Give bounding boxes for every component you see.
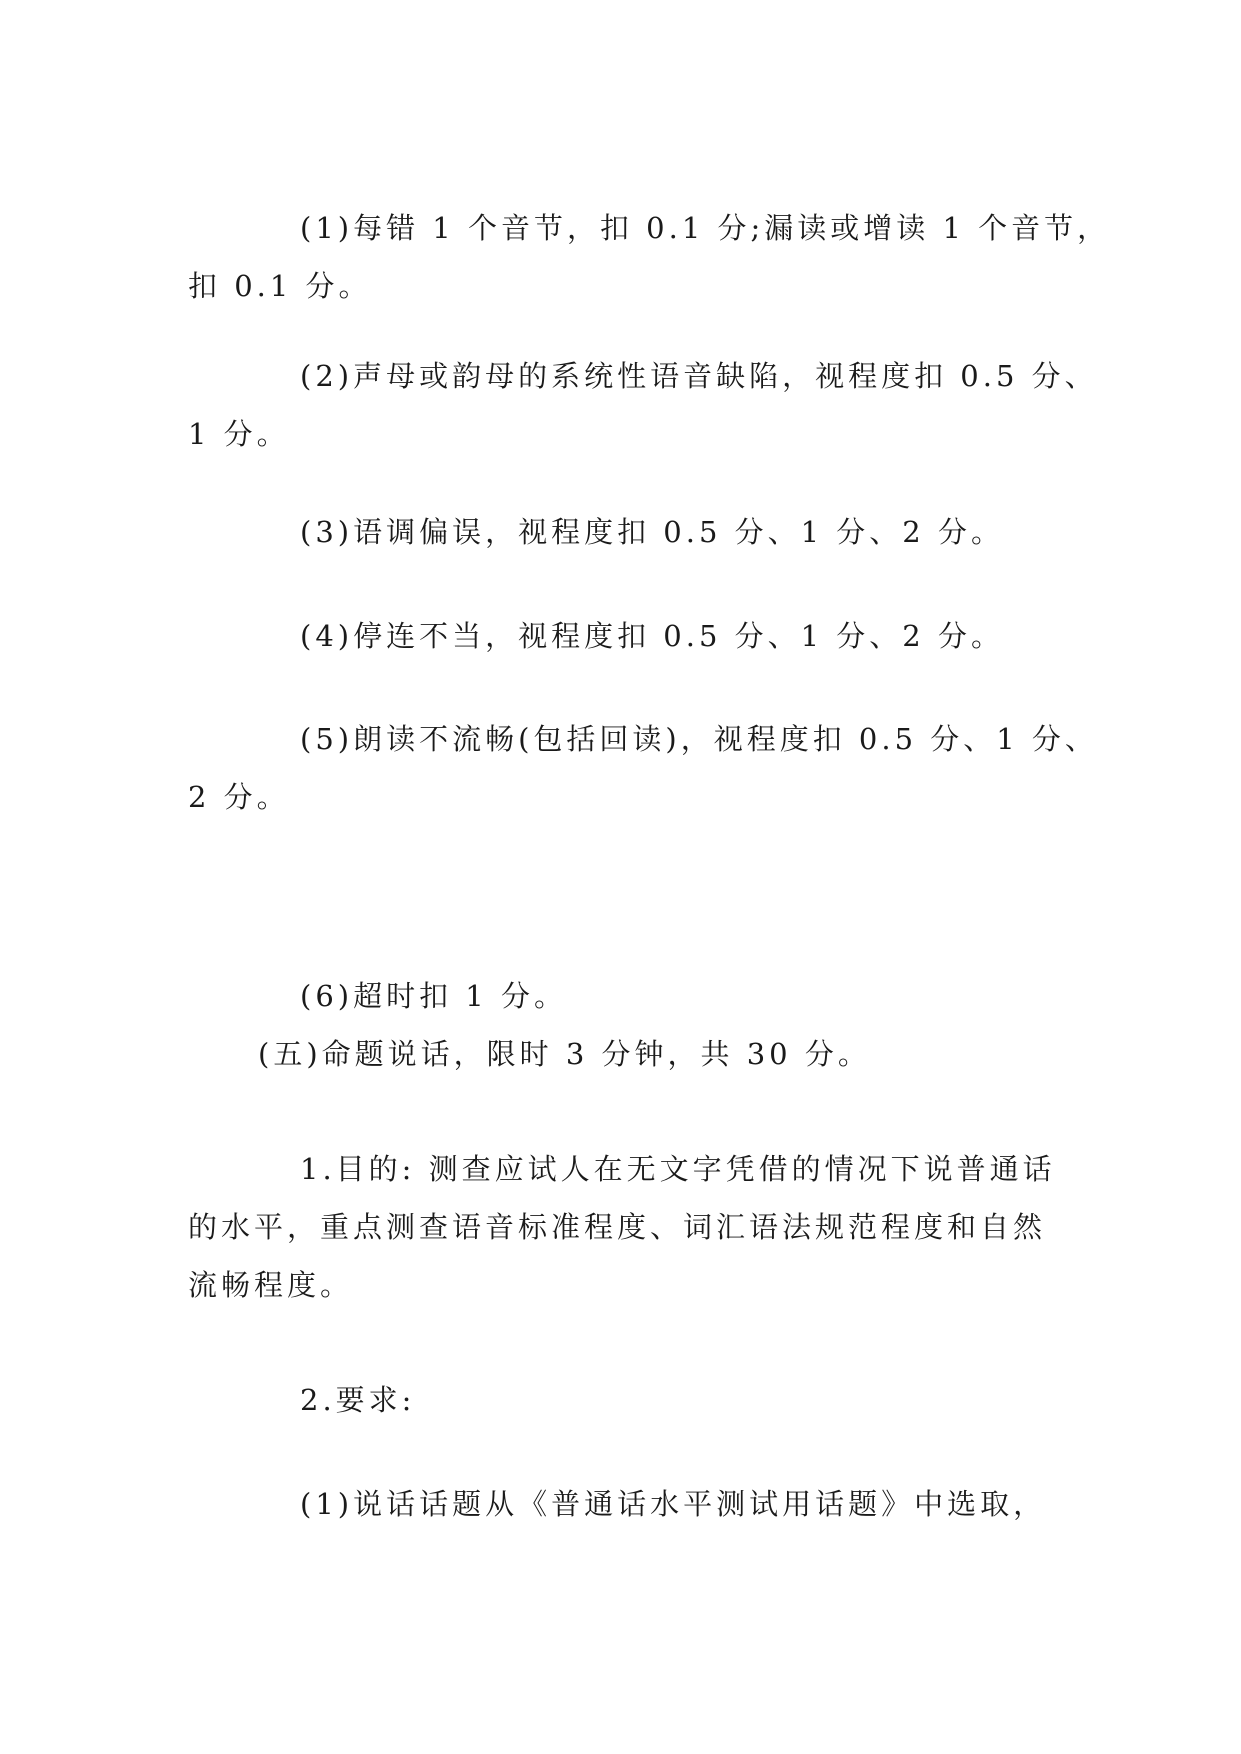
paragraph-rule-3 [188, 503, 1068, 561]
paragraph-requirements [188, 1371, 1068, 1429]
section-heading-5 [188, 1025, 1068, 1083]
paragraph-rule-1 [188, 199, 1111, 315]
paragraph-line: 扣 0.1 分。 [188, 269, 372, 303]
paragraph-line: 2 分。 [188, 780, 290, 814]
paragraph-rule-6 [188, 967, 1068, 1025]
paragraph-line: (1)说话话题从《普通话水平测试用话题》中选取， [300, 1487, 1047, 1521]
paragraph-requirement-1 [188, 1475, 1068, 1533]
paragraph-line: (4)停连不当，视程度扣 0.5 分、1 分、2 分。 [300, 619, 1004, 653]
paragraph-line: (3)语调偏误，视程度扣 0.5 分、1 分、2 分。 [300, 515, 1004, 549]
paragraph-line: 1 分。 [188, 417, 290, 451]
paragraph-rule-4 [188, 607, 1068, 665]
paragraph-line: (五)命题说话，限时 3 分钟，共 30 分。 [258, 1037, 871, 1071]
paragraph-line: (5)朗读不流畅(包括回读)，视程度扣 0.5 分、1 分、 [300, 722, 1098, 756]
paragraph-line: 1.目的: 测查应试人在无文字凭借的情况下说普通话 [300, 1152, 1056, 1186]
paragraph-rule-5 [188, 710, 1098, 826]
paragraph-line: (2)声母或韵母的系统性语音缺陷，视程度扣 0.5 分、 [300, 359, 1098, 393]
paragraph-line: (6)超时扣 1 分。 [300, 979, 567, 1013]
paragraph-line: (1)每错 1 个音节，扣 0.1 分;漏读或增读 1 个音节， [300, 211, 1111, 245]
paragraph-line: 流畅程度。 [188, 1268, 354, 1302]
paragraph-line: 的水平，重点测查语音标准程度、词汇语法规范程度和自然 [188, 1210, 1047, 1244]
paragraph-rule-2 [188, 347, 1098, 463]
paragraph-purpose [188, 1140, 1068, 1314]
paragraph-line: 2.要求: [300, 1383, 416, 1417]
